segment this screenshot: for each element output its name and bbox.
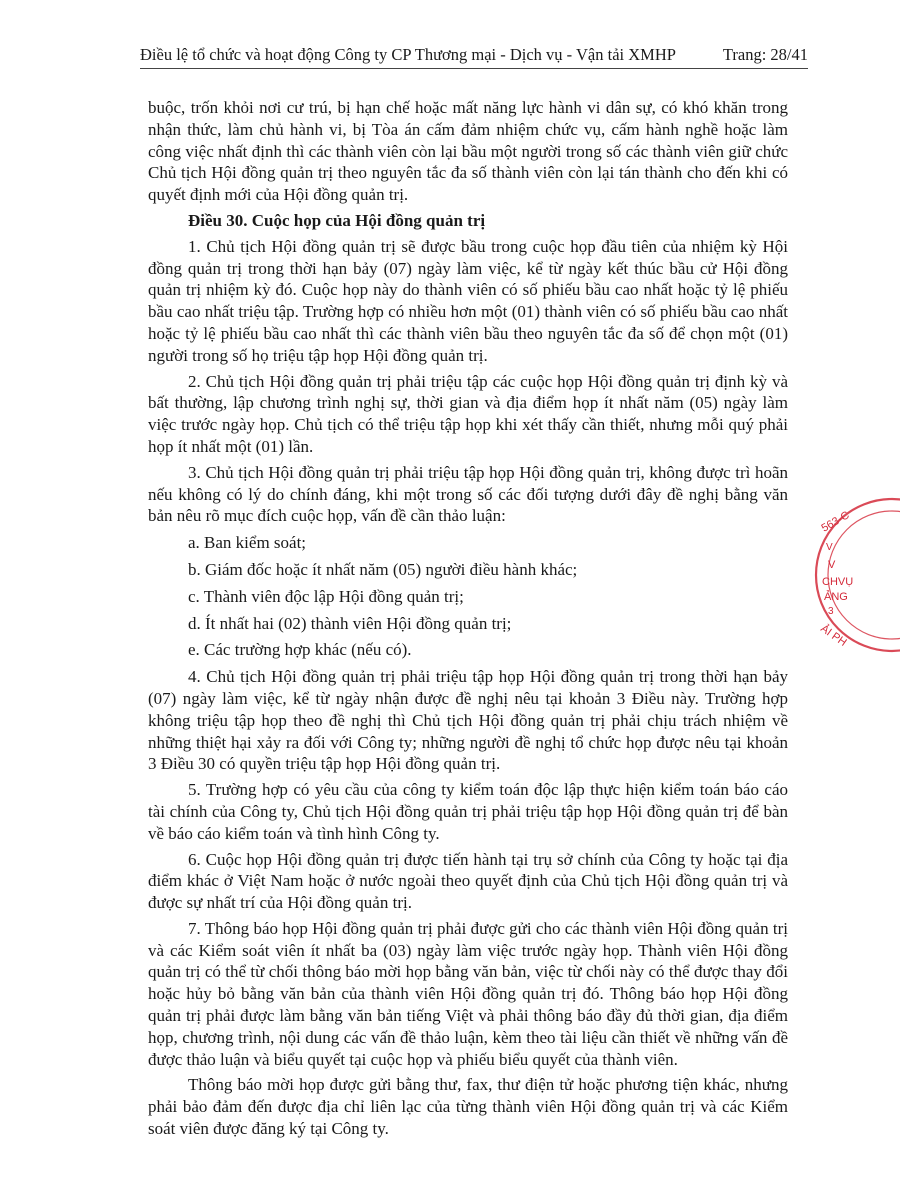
seal-text-fragment: V	[828, 559, 836, 571]
list-item: b. Giám đốc hoặc ít nhất năm (05) người điều hành khác;	[188, 559, 578, 579]
seal-text-fragment: ẢI PH	[818, 622, 849, 649]
paragraph-1: 1. Chủ tịch Hội đồng quản trị sẽ được bầu trong cuộc họp đầu tiên của nhiệm kỳ Hội đồng quản trị trong thời hạn bảy (07) ngày làm việc, kể từ ngày kết thúc bầu cử Hội đồng quản trị nhiệm kỳ đó. Cuộc họp này do thành viên có số phiếu bầu cao nhất hoặc tỷ lệ phiếu bầu cao nhất triệu tập. Trường hợp có nhiều hơn một (01) thành viên có số phiếu bầu cao nhất hoặc tỷ lệ phiếu bầu cao nhất thì các thành viên bầu theo nguyên tắc đa số để chọn một (01) người trong số họ triệu tập họp Hội đồng quản trị.	[148, 236, 788, 365]
seal-text-fragment: V	[826, 542, 833, 553]
article-heading: Điều 30. Cuộc họp của Hội đồng quản trị	[188, 210, 486, 230]
header-divider	[140, 68, 808, 69]
company-seal-stamp	[810, 490, 900, 660]
seal-text-fragment: ẢNG	[824, 591, 848, 603]
list-item: c. Thành viên độc lập Hội đồng quản trị;	[188, 586, 464, 606]
list-item: a. Ban kiểm soát;	[188, 533, 307, 553]
paragraph-2: 2. Chủ tịch Hội đồng quản trị phải triệu tập các cuộc họp Hội đồng quản trị định kỳ và bất thường, lập chương trình nghị sự, thời gian và địa điểm họp ít nhất năm (05) ngày làm việc trước ngày họp. Chủ tịch có thể triệu tập họp khi xét thấy cần thiết, nhưng mỗi quý phải họp ít nhất một (01) lần.	[148, 371, 788, 456]
paragraph-4: 4. Chủ tịch Hội đồng quản trị phải triệu tập họp Hội đồng quản trị trong thời hạn bảy (07) ngày làm việc, kể từ ngày nhận được đề nghị nêu tại khoản 3 Điều này. Trường hợp không triệu tập họp theo đề nghị thì Chủ tịch Hội đồng quản trị phải chịu trách nhiệm về những thiệt hại xảy ra đối với Công ty; những người đề nghị tổ chức họp được nêu tại khoản 3 Điều 30 có quyền triệu tập họp Hội đồng quản trị.	[148, 667, 788, 774]
paragraph-3: 3. Chủ tịch Hội đồng quản trị phải triệu tập họp Hội đồng quản trị, không được trì hoãn nếu không có lý do chính đáng, khi một trong số các đối tượng dưới đây đề nghị bằng văn bản nêu rõ mục đích cuộc họp, vấn đề cần thảo luận:	[148, 462, 788, 526]
paragraph-8: Thông báo mời họp được gửi bằng thư, fax, thư điện tử hoặc phương tiện khác, nhưng phải bảo đảm đến được địa chỉ liên lạc của từng thành viên Hội đồng quản trị và các Kiểm soát viên được đăng ký tại Công ty.	[148, 1075, 788, 1139]
paragraph-7: 7. Thông báo họp Hội đồng quản trị phải được gửi cho các thành viên Hội đồng quản trị và các Kiểm soát viên ít nhất ba (03) ngày làm việc trước ngày họp. Thành viên Hội đồng quản trị có thể từ chối thông báo mời họp bằng văn bản, việc từ chối này có thể được thay đổi hoặc hủy bỏ bằng văn bản của thành viên Hội đồng quản trị đó. Thông báo họp Hội đồng quản trị phải được làm bằng văn bản tiếng Việt và phải thông báo đầy đủ thời gian, địa điểm họp, chương trình, nội dung các vấn đề thảo luận, kèm theo tài liệu cần thiết về những vấn đề được thảo luận và biểu quyết tại cuộc họp và phiếu biểu quyết của thành viên.	[148, 918, 788, 1069]
seal-graphic	[810, 490, 900, 660]
seal-text-fragment: 563-C	[819, 509, 852, 535]
page-header	[140, 45, 808, 65]
seal-text-fragment: CHVỤ	[822, 576, 854, 588]
list-item: e. Các trường hợp khác (nếu có).	[188, 640, 412, 660]
document-body	[148, 97, 788, 1140]
list-item: d. Ít nhất hai (02) thành viên Hội đồng quản trị;	[188, 613, 512, 633]
document-title: Điều lệ tổ chức và hoạt động Công ty CP Thương mại - Dịch vụ - Vận tải XMHP	[140, 45, 676, 64]
paragraph-6: 6. Cuộc họp Hội đồng quản trị được tiến hành tại trụ sở chính của Công ty hoặc tại địa điểm khác ở Việt Nam hoặc ở nước ngoài theo quyết định của Chủ tịch Hội đồng quản trị và được sự nhất trí của Hội đồng quản trị.	[148, 849, 788, 913]
continuation-paragraph: buộc, trốn khỏi nơi cư trú, bị hạn chế hoặc mất năng lực hành vi dân sự, có khó khăn trong nhận thức, làm chủ hành vi, bị Tòa án cấm đảm nhiệm chức vụ, cấm hành nghề hoặc làm công việc nhất định thì các thành viên còn lại bầu một người trong số các thành viên giữ chức Chủ tịch Hội đồng quản trị theo nguyên tắc đa số thành viên còn lại tán thành cho đến khi có quyết định mới của Hội đồng quản trị.	[148, 98, 788, 205]
paragraph-5: 5. Trường hợp có yêu cầu của công ty kiểm toán độc lập thực hiện kiểm toán báo cáo tài chính của Công ty, Chủ tịch Hội đồng quản trị phải triệu tập họp Hội đồng quản trị để bàn về báo cáo kiểm toán và tình hình Công ty.	[148, 780, 788, 843]
page-number: Trang: 28/41	[722, 45, 808, 64]
seal-text-fragment: 3	[828, 606, 834, 617]
